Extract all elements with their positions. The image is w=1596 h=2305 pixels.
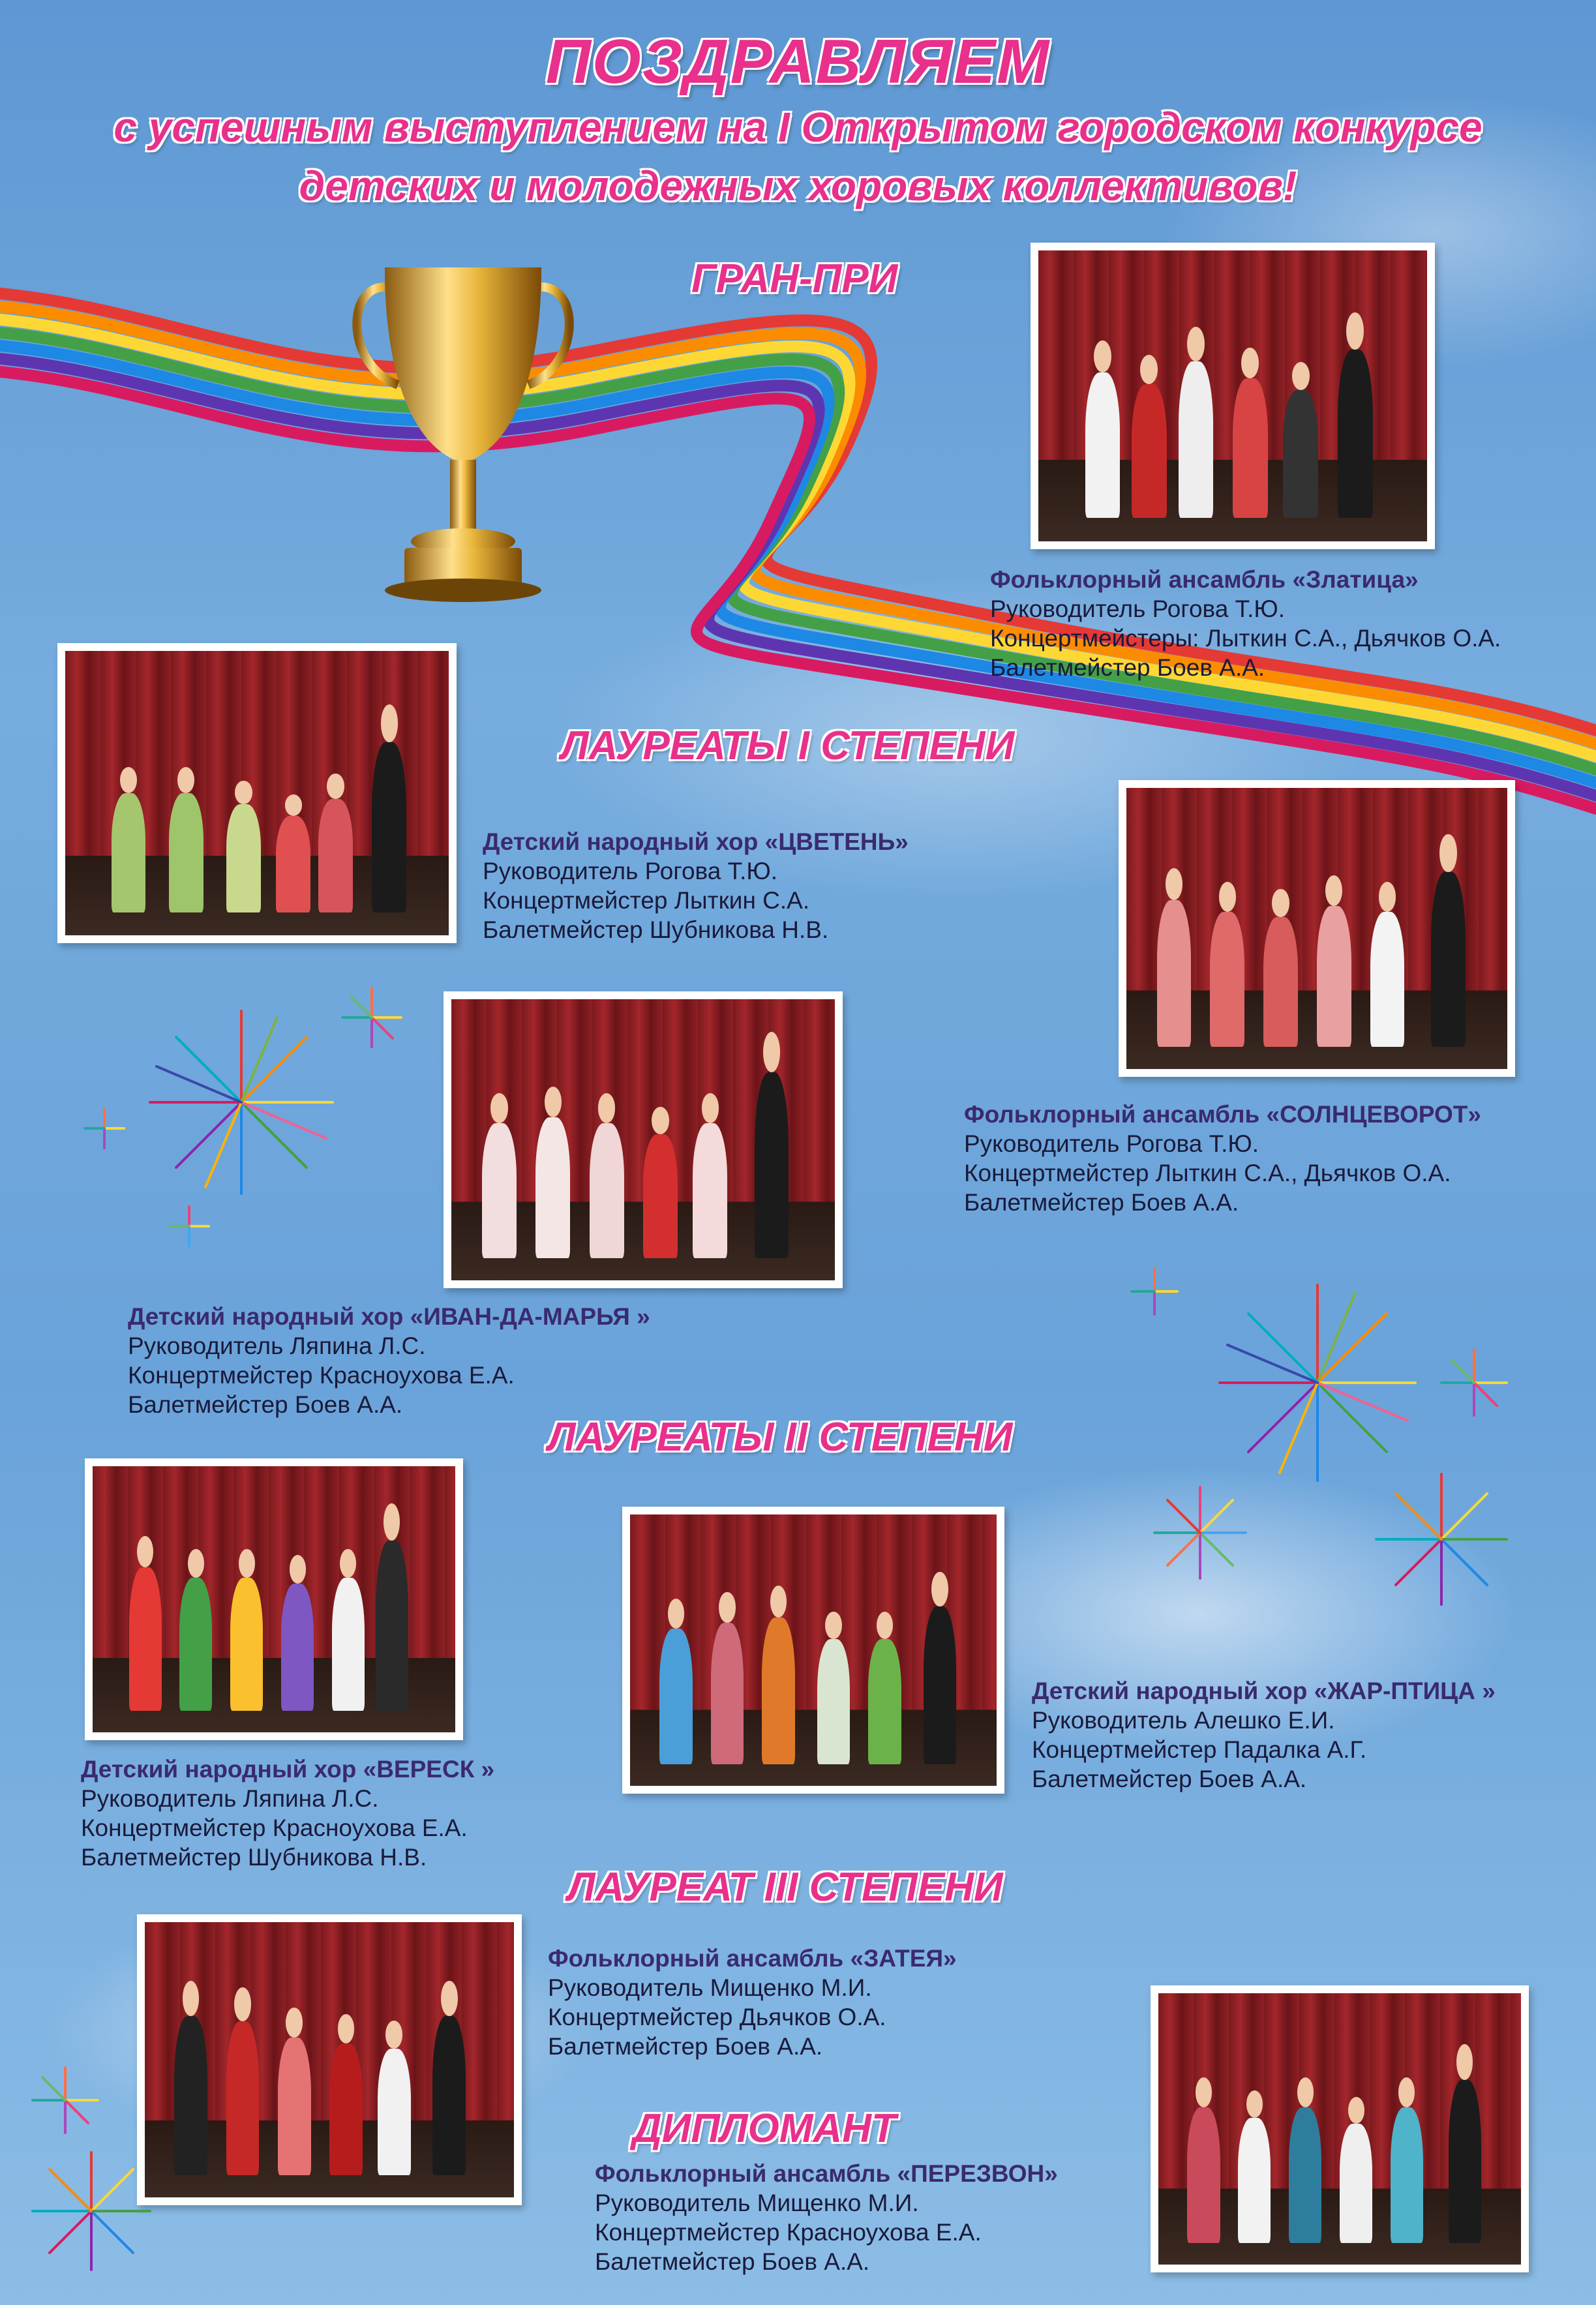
group-choreographer: Балетмейстер Боев А.А.: [595, 2248, 870, 2275]
info-zlatitsa: [990, 565, 1501, 682]
group-name: Фольклорный ансамбль «Златица»: [990, 566, 1419, 593]
group-name: Детский народный хор «ВЕРЕСК »: [81, 1756, 495, 1783]
group-accompanist: Концертмейстер Падалка А.Г.: [1032, 1736, 1367, 1763]
subtitle-line-1: с успешным выступлением на I Открытом городском конкурсе: [113, 104, 1483, 151]
group-choreographer: Балетмейстер Боев А.А.: [548, 2033, 823, 2060]
info-zateya: [548, 1944, 957, 2061]
group-accompanist: Концертмейстер Лыткин С.А., Дьячков О.А.: [964, 1160, 1451, 1186]
photo-perezvon: [1151, 1985, 1529, 2272]
info-zhar-ptitsa: [1032, 1676, 1496, 1794]
group-director: Руководитель Мищенко М.И.: [548, 1974, 872, 2001]
info-perezvon: [595, 2159, 1058, 2276]
info-ivan-da-marya: [128, 1302, 650, 1419]
photo-tsveten: [57, 643, 457, 943]
group-director: Руководитель Рогова Т.Ю.: [964, 1130, 1259, 1157]
info-tsveten: [483, 827, 909, 944]
subtitle-line-2: детских и молодежных хоровых коллективов!: [299, 162, 1297, 209]
group-choreographer: Балетмейстер Боев А.А.: [128, 1391, 403, 1418]
group-accompanist: Концертмейстер Красноухова Е.А.: [81, 1815, 468, 1841]
photo-zhar-ptitsa: [622, 1507, 1004, 1794]
group-name: Детский народный хор «ЦВЕТЕНЬ»: [483, 828, 909, 855]
photo-zateya: [137, 1914, 522, 2205]
fireworks-icon: [20, 2055, 163, 2289]
section-diploma: ДИПЛОМАНТ: [633, 2106, 896, 2151]
group-name: Детский народный хор «ИВАН-ДА-МАРЬЯ »: [128, 1303, 650, 1330]
fireworks-icon: [1128, 1252, 1546, 1644]
group-name: Фольклорный ансамбль «ЗАТЕЯ»: [548, 1945, 957, 1972]
fireworks-icon: [72, 978, 437, 1265]
photo-veresk: [85, 1458, 463, 1740]
group-choreographer: Балетмейстер Шубникова Н.В.: [483, 916, 829, 943]
group-name: Фольклорный ансамбль «ПЕРЕЗВОН»: [595, 2160, 1058, 2187]
group-director: Руководитель Мищенко М.И.: [595, 2190, 919, 2216]
group-accompanist: Концертмейстер Дьячков О.А.: [548, 2004, 886, 2030]
group-director: Руководитель Рогова Т.Ю.: [483, 858, 778, 884]
group-accompanist: Концертмейстер Красноухова Е.А.: [595, 2219, 982, 2246]
group-director: Руководитель Ляпина Л.С.: [81, 1785, 379, 1812]
photo-ivan-da-marya: [444, 991, 843, 1288]
section-laureate-3: ЛАУРЕАТ III СТЕПЕНИ: [567, 1865, 1003, 1910]
info-solntsevorot: [964, 1100, 1481, 1217]
group-accompanist: Концертмейстер Лыткин С.А.: [483, 887, 810, 914]
group-accompanist: Концертмейстеры: Лыткин С.А., Дьячков О.А.: [990, 625, 1501, 652]
section-grand-prix: ГРАН-ПРИ: [691, 256, 898, 301]
group-choreographer: Балетмейстер Боев А.А.: [990, 654, 1265, 681]
photo-solntsevorot: [1119, 780, 1515, 1077]
group-name: Фольклорный ансамбль «СОЛНЦЕВОРОТ»: [964, 1101, 1481, 1128]
group-director: Руководитель Рогова Т.Ю.: [990, 595, 1286, 622]
group-accompanist: Концертмейстер Красноухова Е.А.: [128, 1362, 515, 1389]
photo-zlatitsa: [1031, 243, 1435, 549]
group-choreographer: Балетмейстер Боев А.А.: [964, 1189, 1239, 1216]
info-veresk: [81, 1755, 494, 1872]
section-laureates-1: ЛАУРЕАТЫ I СТЕПЕНИ: [561, 723, 1015, 768]
group-name: Детский народный хор «ЖАР-ПТИЦА »: [1032, 1678, 1496, 1704]
group-choreographer: Балетмейстер Боев А.А.: [1032, 1766, 1307, 1792]
group-choreographer: Балетмейстер Шубникова Н.В.: [81, 1844, 427, 1871]
trophy-icon: [339, 254, 587, 620]
group-director: Руководитель Ляпина Л.С.: [128, 1333, 426, 1359]
page-title: ПОЗДРАВЛЯЕМ: [545, 27, 1051, 97]
section-laureates-2: ЛАУРЕАТЫ II СТЕПЕНИ: [548, 1415, 1013, 1460]
group-director: Руководитель Алешко Е.И.: [1032, 1707, 1335, 1734]
